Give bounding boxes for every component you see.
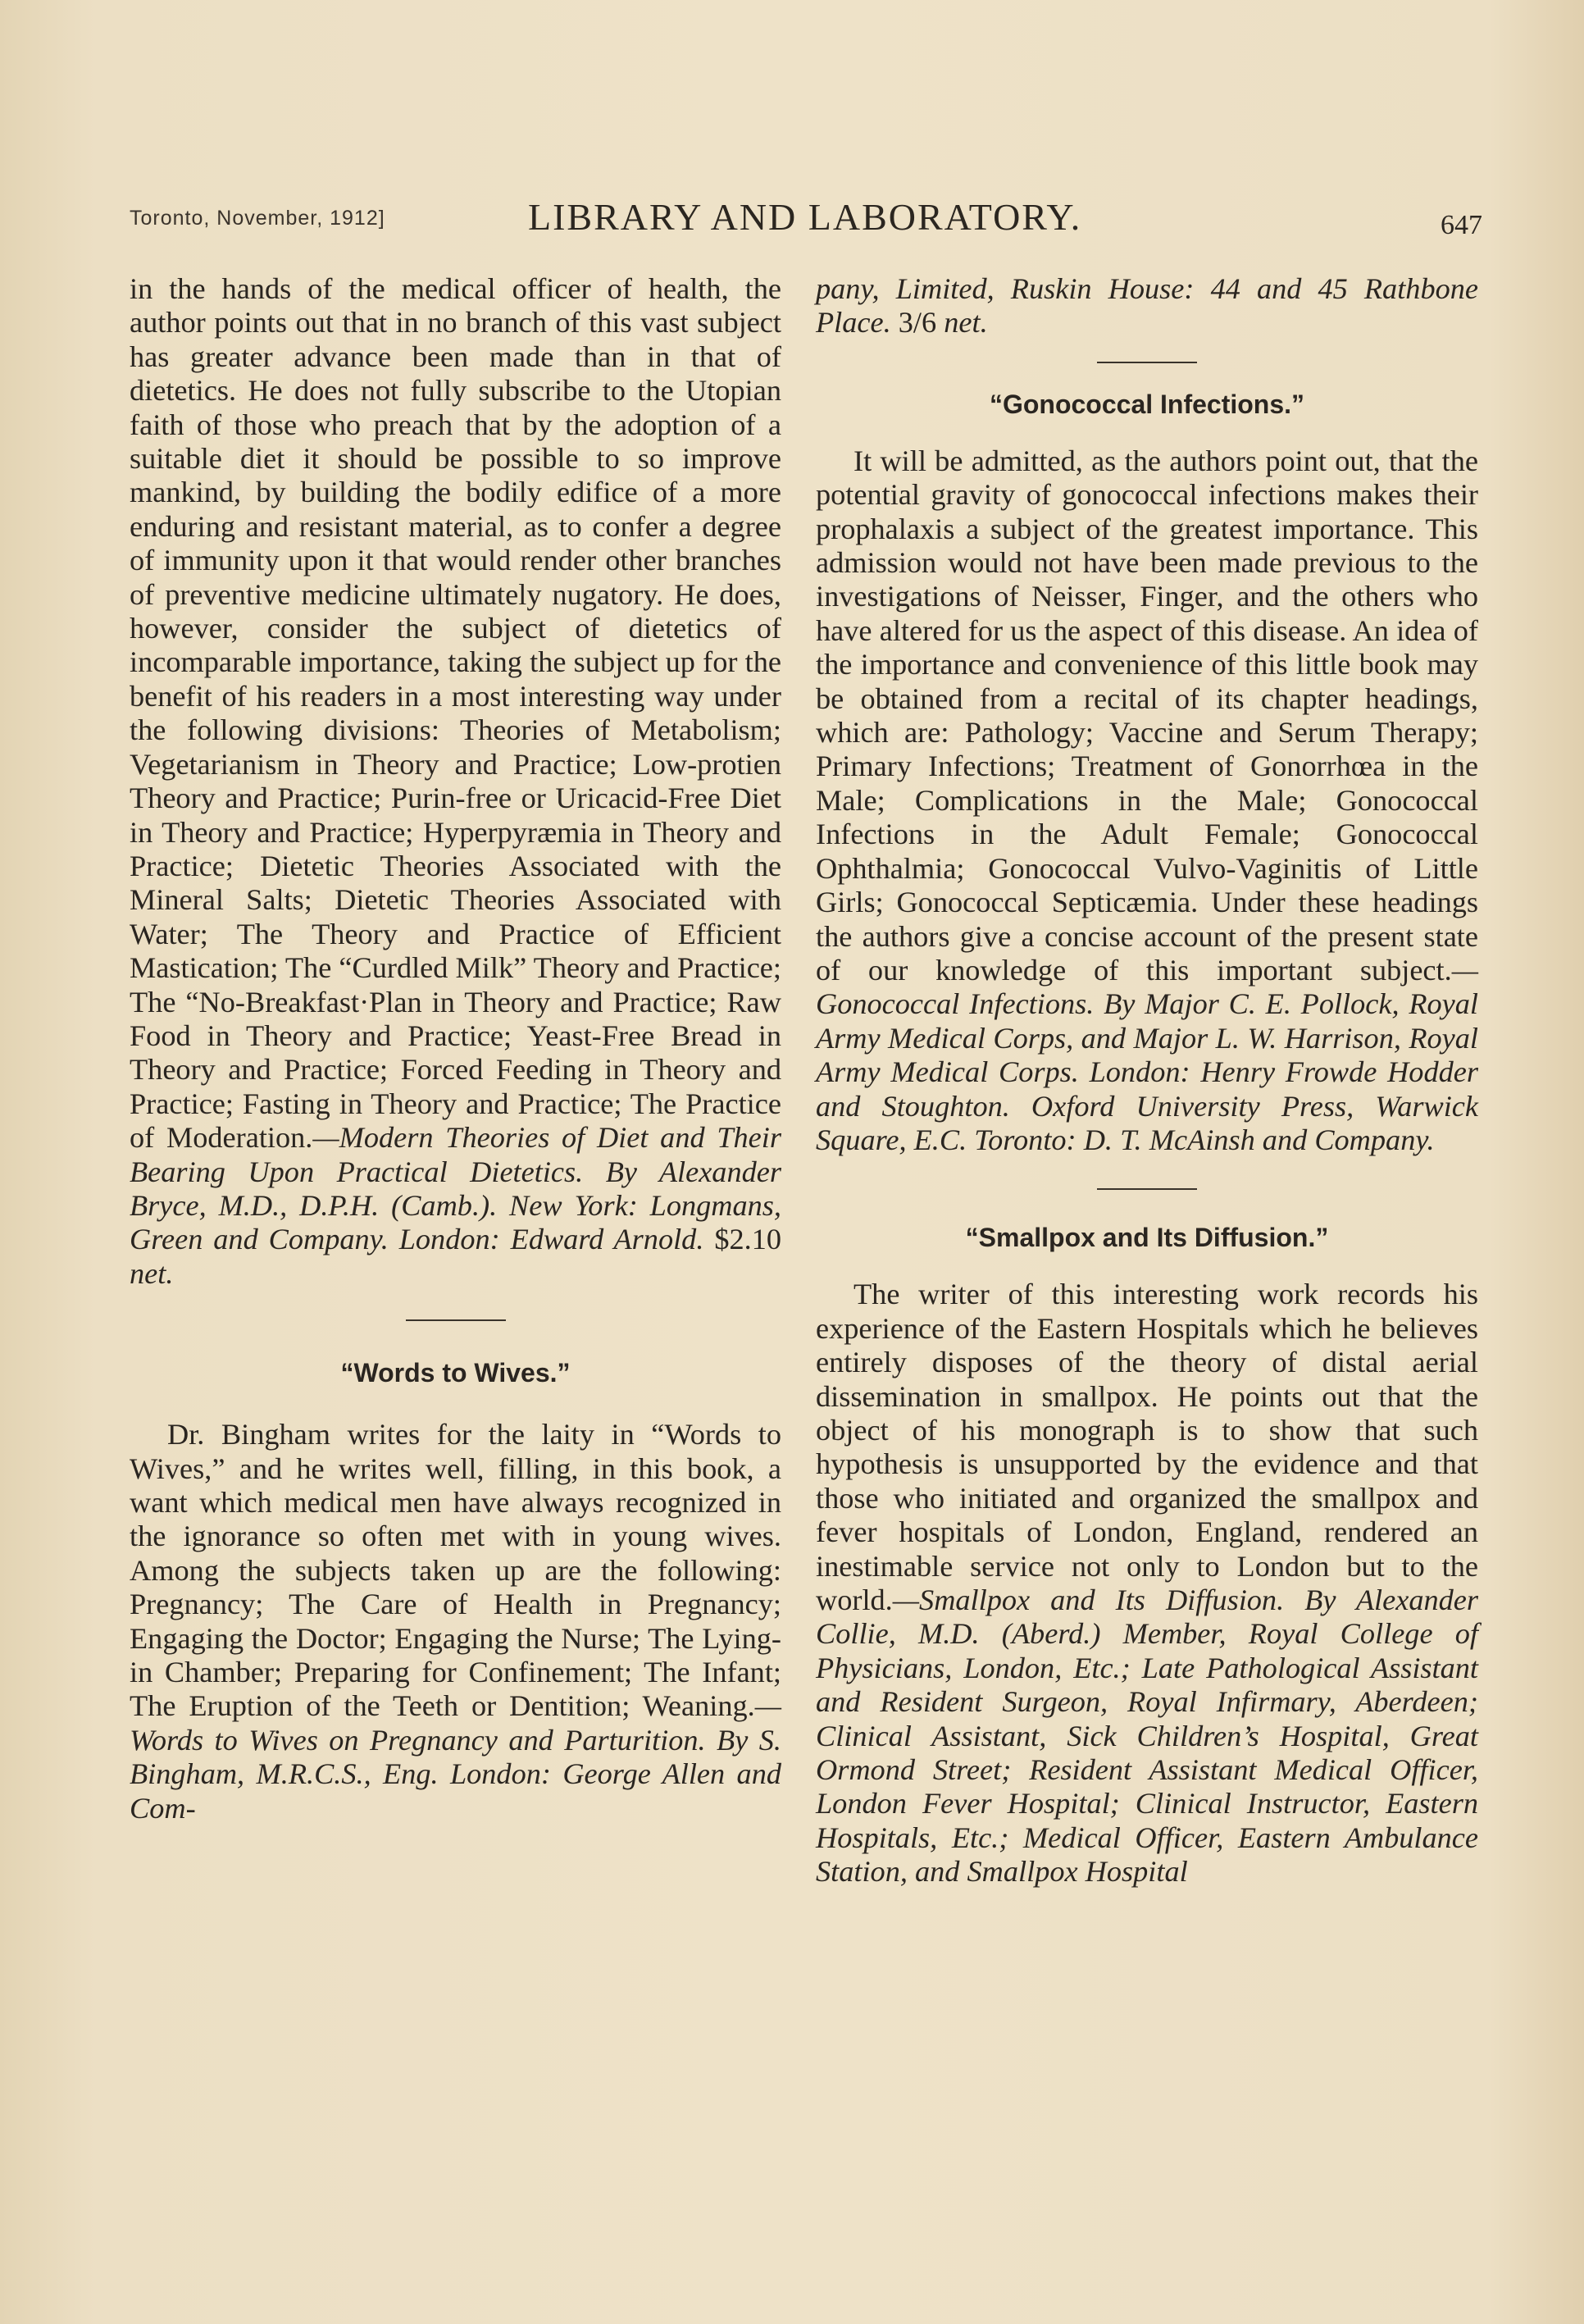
right-column — [816, 272, 1478, 1889]
smallpox-diffusion-text: The writer of this interesting work records his experience of the Eastern Hospitals which he believes entirely disposes of the theory of distal aerial dissemination in smallpox. He points out that the object of his monograph is to show that such hypothesis is unsupported by the evidence and that those who initiated and organized the smallpox and fever hospitals of London, England, rendered an inestimable service not only to London but to the world. — [816, 1278, 1478, 1616]
words-to-wives-citation: —Words to Wives on Pregnancy and Parturition. By S. Bingham, M.R.C.S., Eng. London: George Allen and Com- — [130, 1689, 781, 1825]
gonococcal-infections-citation: —Gonococcal Infections. By Major C. E. Pollock, Royal Army Medical Corps, and Major L. W. Harrison, Royal Army Medical Corps. London: Henry Frowde Hodder and Stoughton. Oxford University Press, Warwick Square, E.C. Toronto: D. T. McAinsh and Company. — [816, 953, 1478, 1156]
smallpox-diffusion-citation: —Smallpox and Its Diffusion. By Alexander Collie, M.D. (Aberd.) Member, Royal College of Physicians, London, Etc.; Late Pathological Assistant and Resident Surgeon, Royal Infirmary, Aberdeen; Clinical Assistant, Sick Children’s Hospital, Great Ormond Street; Resident Assistant Medical Officer, London Fever Hospital; Clinical Instructor, Eastern Hospitals, Etc.; Medical Officer, Eastern Ambulance Station, and Smallpox Hospital — [816, 1584, 1478, 1889]
left-column — [130, 272, 781, 1825]
smallpox-diffusion-paragraph — [816, 1278, 1478, 1889]
section-divider — [1097, 362, 1197, 363]
running-header-date: Toronto, November, 1912] — [130, 207, 385, 230]
words-to-wives-net: net. — [944, 306, 988, 339]
words-to-wives-continued-paragraph — [816, 272, 1478, 340]
words-to-wives-paragraph — [130, 1418, 781, 1825]
running-header-title: LIBRARY AND LABORATORY. — [528, 196, 1082, 238]
words-to-wives-citation-continued: pany, Limited, Ruskin House: 44 and 45 Rathbone Place. — [816, 272, 1478, 339]
dietetics-review-price: $2.10 — [714, 1223, 781, 1256]
words-to-wives-price: 3/6 — [898, 306, 937, 339]
section-divider — [406, 1319, 506, 1321]
dietetics-review-paragraph — [130, 272, 781, 1291]
gonococcal-infections-paragraph — [816, 444, 1478, 1158]
smallpox-diffusion-heading: “Smallpox and Its Diffusion.” — [965, 1223, 1329, 1253]
dietetics-review-text: in the hands of the medical officer of health, the author points out that in no branch of this vast subject has greater advance been made than in that of dietetics. He does not fully subscribe to the Utopian faith of those who preach that by the adoption of a suitable diet it should be possible to so improve mankind, by building the bodily edifice of a more enduring and resistant material, as to confer a degree of immunity upon it that would render other branches of preventive medicine ultimately nugatory. He does, however, consider the subject of dietetics of incomparable importance, taking the subject up for the benefit of his readers in a most interesting way under the following divisions: Theories of Metabolism; Vegetarianism in Theory and Practice; Low-protien Theory and Practice; Purin-free or Uricacid-Free Diet in Theory and Practice; Hyperpyræmia in Theory and Practice; Dietetic Theories Associated with the Mineral Salts; Dietetic Theories Associated with Water; The Theory and Practice of Efficient Mastication; The “Curdled Milk” Theory and Practice; The “No-Breakfast·Plan in Theory and Practice; Raw Food in Theory and Practice; Yeast-Free Bread in Theory and Practice; Forced Feeding in Theory and Practice; Fasting in Theory and Practice; The Practice of Moderation. — [130, 272, 781, 1155]
gonococcal-infections-text: It will be admitted, as the authors point out, that the potential gravity of gonococcal infections makes their prophalaxis a subject of the greatest importance. This admission would not have been made previous to the investigations of Neisser, Finger, and the others who have altered for us the aspect of this disease. An idea of the importance and convenience of this little book may be obtained from a recital of its chapter headings, which are: Pathology; Vaccine and Serum Therapy; Primary Infections; Treatment of Gonorrhœa in the Male; Complications in the Male; Gonococcal Infections in the Adult Female; Gonococcal Ophthalmia; Gonococcal Vulvo-Vaginitis of Little Girls; Gonococcal Septicæmia. Under these headings the authors give a concise account of the present state of our knowledge of this important subject. — [816, 444, 1478, 987]
section-divider — [1097, 1188, 1197, 1190]
dietetics-review-net: net. — [130, 1256, 174, 1290]
words-to-wives-heading: “Words to Wives.” — [340, 1358, 571, 1388]
dietetics-review-citation: —Modern Theories of Diet and Their Bearing Upon Practical Dietetics. By Alexander Bryce, M.D., D.P.H. (Camb.). New York: Longmans, Green and Company. London: Edward Arnold. — [130, 1121, 781, 1256]
page-number: 647 — [1441, 210, 1482, 240]
page-header — [130, 195, 1482, 244]
words-to-wives-text: Dr. Bingham writes for the laity in “Words to Wives,” and he writes well, filling, in this book, a want which medical men have always recognized in the ignorance so often met with in young wives. Among the subjects taken up are the following: Pregnancy; The Care of Health in Pregnancy; Engaging the Doctor; Engaging the Nurse; The Lying-in Chamber; Preparing for Confinement; The Infant; The Eruption of the Teeth or Dentition; Weaning. — [130, 1418, 781, 1723]
gonococcal-infections-heading: “Gonococcal Infections.” — [989, 389, 1305, 419]
